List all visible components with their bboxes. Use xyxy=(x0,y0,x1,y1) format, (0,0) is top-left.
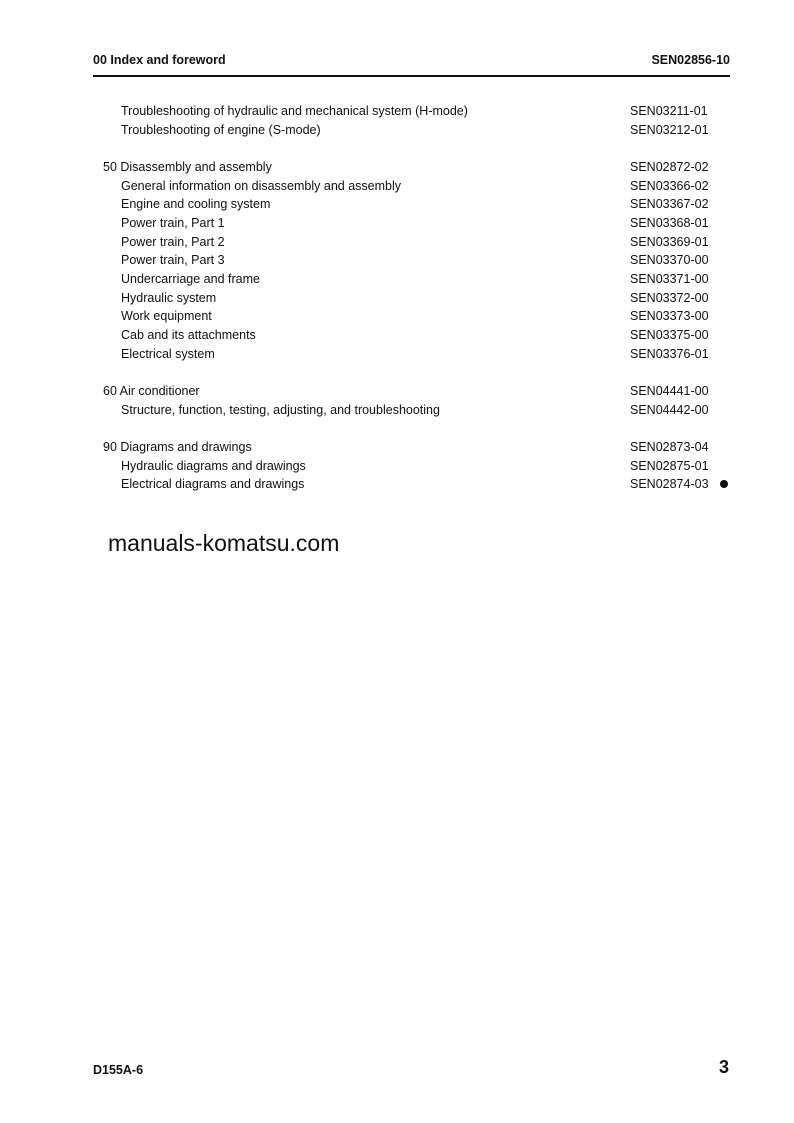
entry-title: Hydraulic diagrams and drawings xyxy=(121,459,306,473)
entry-title: Power train, Part 1 xyxy=(121,216,225,230)
entry-title: Electrical diagrams and drawings xyxy=(121,477,305,491)
index-entry xyxy=(0,158,794,176)
index-entry xyxy=(0,382,794,400)
entry-title: Hydraulic system xyxy=(121,291,217,305)
entry-title: 50 Disassembly and assembly xyxy=(103,160,272,174)
entry-code: SEN03370-00 xyxy=(630,253,709,267)
entry-code: SEN02874-03 xyxy=(630,477,709,491)
index-entry xyxy=(0,475,794,493)
entry-code: SEN03211-01 xyxy=(630,104,708,118)
entry-title: 60 Air conditioner xyxy=(103,384,200,398)
index-entry xyxy=(0,401,794,419)
index-entry xyxy=(0,214,794,232)
entry-title: Troubleshooting of hydraulic and mechanical system (H-mode) xyxy=(121,104,468,118)
index-entry xyxy=(0,251,794,269)
entry-code: SEN03376-01 xyxy=(630,347,709,361)
entry-code: SEN02872-02 xyxy=(630,160,709,174)
model-name: D155A-6 xyxy=(93,1063,144,1077)
index-entry xyxy=(0,326,794,344)
page-number: 3 xyxy=(718,1057,729,1077)
entry-title: Structure, function, testing, adjusting, and troubleshooting xyxy=(121,403,440,417)
index-entry xyxy=(0,177,794,195)
entry-title: Power train, Part 2 xyxy=(121,235,225,249)
entry-title: Troubleshooting of engine (S-mode) xyxy=(121,123,321,137)
entry-title: Power train, Part 3 xyxy=(121,253,225,267)
entry-code: SEN02873-04 xyxy=(630,440,709,454)
entry-title: Cab and its attachments xyxy=(121,328,256,342)
entry-code: SEN03371-00 xyxy=(630,272,709,286)
index-entry xyxy=(0,121,794,139)
index-entry xyxy=(0,233,794,251)
entry-title: Work equipment xyxy=(121,309,212,323)
entry-code: SEN03369-01 xyxy=(630,235,709,249)
section-title: 00 Index and foreword xyxy=(93,53,226,67)
entry-code: SEN03366-02 xyxy=(630,179,709,193)
entry-code: SEN04442-00 xyxy=(630,403,709,417)
index-entry xyxy=(0,457,794,475)
index-entry xyxy=(0,270,794,288)
entry-code: SEN04441-00 xyxy=(630,384,709,398)
entry-code: SEN03375-00 xyxy=(630,328,709,342)
watermark: manuals-komatsu.com xyxy=(108,530,340,556)
header-rule xyxy=(93,75,730,77)
entry-code: SEN03368-01 xyxy=(630,216,709,230)
index-entry xyxy=(0,345,794,363)
index-entry xyxy=(0,438,794,456)
revised-dot-icon xyxy=(720,480,728,488)
entry-title: Undercarriage and frame xyxy=(121,272,260,286)
document-code: SEN02856-10 xyxy=(651,53,730,67)
entry-title: Electrical system xyxy=(121,347,215,361)
entry-code: SEN03372-00 xyxy=(630,291,709,305)
index-entry xyxy=(0,289,794,307)
entry-code: SEN02875-01 xyxy=(630,459,709,473)
entry-code: SEN03373-00 xyxy=(630,309,709,323)
entry-title: Engine and cooling system xyxy=(121,197,271,211)
entry-code: SEN03367-02 xyxy=(630,197,709,211)
index-entry xyxy=(0,102,794,120)
index-entry xyxy=(0,195,794,213)
entry-title: 90 Diagrams and drawings xyxy=(103,440,252,454)
entry-title: General information on disassembly and assembly xyxy=(121,179,401,193)
entry-code: SEN03212-01 xyxy=(630,123,709,137)
index-entry xyxy=(0,307,794,325)
